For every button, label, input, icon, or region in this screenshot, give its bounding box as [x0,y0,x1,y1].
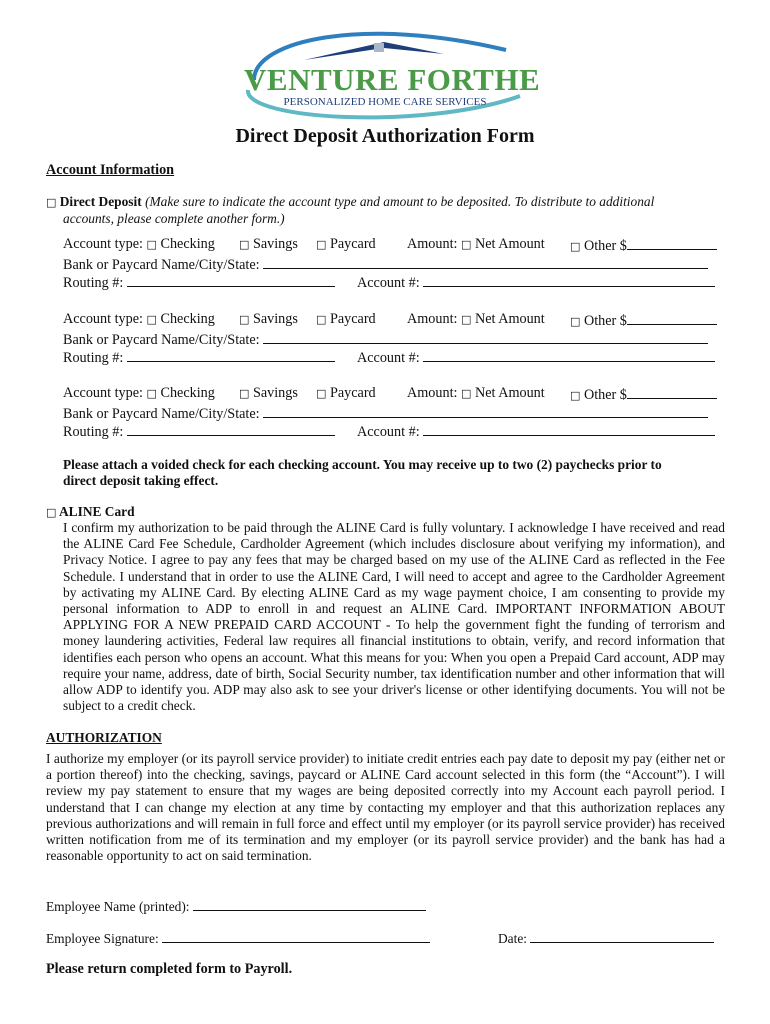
paycard-checkbox[interactable]: □ [316,238,327,251]
routing-field[interactable] [127,422,335,436]
paycard-checkbox[interactable]: □ [316,313,327,326]
aline-card-checkbox[interactable]: □ [46,506,57,519]
account-type-label: Account type: [63,236,143,252]
account-block-2 [63,311,723,371]
account-type-label: Account type: [63,385,143,401]
account-number-label: Account #: [357,275,420,291]
attach-note-line-2: direct deposit taking effect. [63,473,219,488]
checking-label: Checking [160,236,215,252]
net-amount-checkbox[interactable]: □ [461,313,472,326]
bank-label: Bank or Paycard Name/City/State: [63,406,260,422]
other-amount-field[interactable] [627,311,717,325]
other-checkbox[interactable]: □ [570,389,581,402]
bank-field[interactable] [263,330,708,344]
account-number-field[interactable] [423,273,715,287]
checking-checkbox[interactable]: □ [146,238,157,251]
paycard-checkbox[interactable]: □ [316,387,327,400]
other-checkbox[interactable]: □ [570,315,581,328]
routing-label: Routing #: [63,424,124,440]
other-checkbox[interactable]: □ [570,240,581,253]
direct-deposit-checkbox[interactable]: □ [46,196,57,209]
other-label: Other $ [583,238,627,254]
bank-field[interactable] [263,404,708,418]
company-logo [244,20,541,124]
savings-checkbox[interactable]: □ [239,238,250,251]
authorization-text: I authorize my employer (or its payroll service provider) to initiate credit entries each pay date to deposit my pay (either net or a portion thereof) into the checking, savings, paycard or ALINE Card account selected in this form (the “Account”). I will review my pay statement to ensure that my wages are being deposited correctly into my Account each payroll period. I understand that I can change my election at any time by contacting my employer and that this authorization replaces any previous authorizations and will remain in full force and effect until my employer (or its payroll service provider) has received written notification from me of its termination and my employer (or its payroll service provider) and the bank has had a reasonable opportunity to act on said termination. [46,751,725,864]
checking-checkbox[interactable]: □ [146,387,157,400]
paycard-label: Paycard [329,311,376,327]
other-amount-field[interactable] [627,236,717,250]
employee-name-field[interactable] [193,897,426,911]
date-label: Date: [498,931,527,946]
account-number-field[interactable] [423,348,715,362]
bank-field[interactable] [263,255,708,269]
employee-signature-row [46,929,430,947]
savings-label: Savings [252,236,298,252]
amount-label: Amount: [407,236,458,252]
employee-name-label: Employee Name (printed): [46,899,190,914]
employee-signature-label: Employee Signature: [46,931,159,946]
net-amount-label: Net Amount [474,385,545,401]
date-row [498,929,714,947]
bank-label: Bank or Paycard Name/City/State: [63,332,260,348]
paycard-label: Paycard [329,385,376,401]
authorization-heading: AUTHORIZATION [46,730,162,745]
page-title: Direct Deposit Authorization Form [235,125,535,147]
savings-checkbox[interactable]: □ [239,313,250,326]
employee-signature-field[interactable] [162,929,430,943]
bank-label: Bank or Paycard Name/City/State: [63,257,260,273]
net-amount-checkbox[interactable]: □ [461,387,472,400]
routing-label: Routing #: [63,275,124,291]
net-amount-label: Net Amount [474,311,545,327]
return-note: Please return completed form to Payroll. [46,961,293,977]
employee-name-row [46,897,426,915]
other-label: Other $ [583,313,627,329]
routing-field[interactable] [127,348,335,362]
account-number-label: Account #: [357,350,420,366]
savings-checkbox[interactable]: □ [239,387,250,400]
savings-label: Savings [252,311,298,327]
amount-label: Amount: [407,385,458,401]
aline-card-row [46,504,135,520]
direct-deposit-label: Direct Deposit [59,194,142,209]
routing-label: Routing #: [63,350,124,366]
account-type-label: Account type: [63,311,143,327]
net-amount-label: Net Amount [474,236,545,252]
account-block-3 [63,385,723,445]
savings-label: Savings [252,385,298,401]
checking-checkbox[interactable]: □ [146,313,157,326]
aline-card-text: I confirm my authorization to be paid through the ALINE Card is fully voluntary. I acknowledge I have received and read the ALINE Card Fee Schedule, Cardholder Agreement (which includes disclosure about verifying my information), and Privacy Notice. I agree to pay any fees that may be charged based on my use of the ALINE Card as reflected in the Fee Schedule. I understand that in order to use the ALINE Card, I will need to accept and agree to the Cardholder Agreement by activating my ALINE Card. By electing ALINE Card as my wage payment choice, I am consenting to provide my personal information to ADP to enroll in and request an ALINE Card. IMPORTANT INFORMATION ABOUT APPLYING FOR A NEW PREPAID CARD ACCOUNT - To help the government fight the funding of terrorism and money laundering activities, Federal law requires all financial institutions to obtain, verify, and record information that identifies each person who opens an account. What this means for you: When you open a Prepaid Card account, ADP may require your name, address, date of birth, Social Security number, tax identification number and other information that will allow ADP to identify you. ADP may also ask to see your driver's license or other identifying documents. You will not be subject to a credit check. [63,520,725,714]
direct-deposit-row [46,194,654,210]
checking-label: Checking [160,385,215,401]
aline-card-label: ALINE Card [59,504,135,519]
logo-window [374,43,384,52]
account-number-label: Account #: [357,424,420,440]
logo-tagline: PERSONALIZED HOME CARE SERVICES [283,96,487,108]
paycard-label: Paycard [329,236,376,252]
account-number-field[interactable] [423,422,715,436]
direct-deposit-note-cont: accounts, please complete another form.) [63,211,285,226]
account-block-1 [63,236,723,296]
net-amount-checkbox[interactable]: □ [461,238,472,251]
logo-name: VENTURE FORTHE [244,62,541,97]
amount-label: Amount: [407,311,458,327]
checking-label: Checking [160,311,215,327]
attach-note-line-1: Please attach a voided check for each checking account. You may receive up to two (2) paychecks prior to [63,457,662,472]
routing-field[interactable] [127,273,335,287]
date-field[interactable] [530,929,714,943]
other-label: Other $ [583,387,627,403]
account-info-heading: Account Information [46,162,175,178]
direct-deposit-note: (Make sure to indicate the account type and amount to be deposited. To distribute to additional [145,194,655,209]
other-amount-field[interactable] [627,385,717,399]
